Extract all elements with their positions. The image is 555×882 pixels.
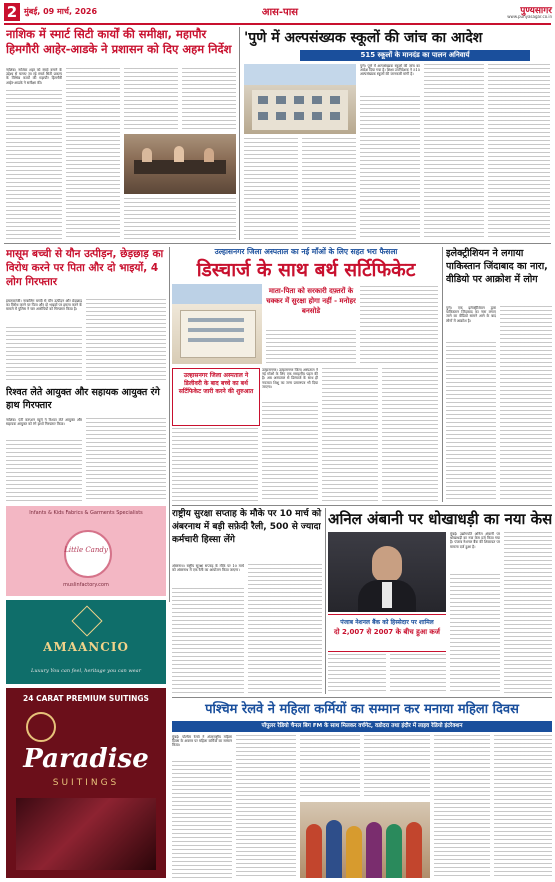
masthead-rule <box>4 23 551 25</box>
bribe-body-col2 <box>86 418 166 502</box>
hospital-building-photo <box>172 284 262 364</box>
schools-subhead-bar <box>300 50 530 61</box>
website: www.punyasagar.co.in <box>507 14 552 19</box>
paradise-brand: Paradise <box>23 744 149 774</box>
railway-body-col2 <box>236 735 296 878</box>
bribe-headline: रिश्वत लेते आयुक्त और सहायक आयुक्त रंगे हाथ गिरफ्तार <box>6 387 160 411</box>
highway-lead: अंबरनाथ। राष्ट्रीय सुरक्षा सप्ताह के मौके पर 10 मार्च को अंबरनाथ में एक रैली का आयोजन किया जाएगा। <box>172 564 244 573</box>
anil-lead: मुंबई। उद्योगपति अनिल अंबानी पर धोखाधड़ी का नया केस दर्ज किया गया है। पंजाब नेशनल बैंक की शिकायत पर मामला दर्ज हुआ है। <box>450 532 500 549</box>
little-candy-logo-icon <box>64 530 112 578</box>
paradise-logo-icon <box>26 712 56 742</box>
page-number: 2 <box>4 3 20 21</box>
railway-body-col5 <box>434 735 490 878</box>
ulhasnagar-lead: उल्हासनगर। उल्हासनगर जिला अस्पताल ने नई माँओं के लिए एक सराहनीय पहल की है। अब अस्पताल से डिस्चार्ज के साथ ही नवजात शिशु का जन्म प्रमाणपत्र भी दिया जाएगा। <box>262 368 318 389</box>
anil-headline: अनिल अंबानी पर धोखाधड़ी का नया केस <box>328 510 552 528</box>
schools-body-col2 <box>424 64 484 240</box>
ulhasnagar-pull-quote <box>172 368 260 426</box>
highway-headline: राष्ट्रीय सुरक्षा सप्ताह के मौके पर 10 मार्च को अंबरनाथ में बड़ी सफ़ेदी रैली, 500 से ज्यादा कर्मचारी हिस्सा लेंगे <box>172 509 322 545</box>
little-candy-brand: Little Candy <box>64 546 108 554</box>
ulhasnagar-subhead: माता-पिता को सरकारी दफ़्तरों के चक्कर में सुरक्षा होगा नहीं - मनोहर बनसोडे <box>266 287 356 315</box>
nashik-lead: नाशिक। नाशिक शहर को स्मार्ट बनाने के उद्देश्य से चलाए जा रहे स्मार्ट सिटी प्रकल्प के विभिन्न कार्यों की महापौर हिमगौरी आहेर-आडके ने समीक्षा की। <box>6 68 62 85</box>
ulhasnagar-pull-quote-text: उल्हासनगर जिला अस्पताल ने डिलीवरी के बाद बच्चे का बर्थ सर्टिफिकेट जारी करने की शुरुआत <box>178 372 254 395</box>
pakistan-body-col1 <box>446 342 496 502</box>
minor-headline: मासूम बच्ची से यौन उत्पीड़न, छेड़छाड़ का विरोध करने पर पिता और दो भाइयों, 4 लोग गिरफ्तार <box>6 248 164 288</box>
anil-body-col4 <box>504 532 552 694</box>
section-title: आस-पास <box>261 7 299 18</box>
schools-body-col5 <box>302 138 356 240</box>
railway-body-col4 <box>364 735 430 799</box>
ulhasnagar-body-col5 <box>360 286 438 364</box>
little-candy-ad[interactable] <box>6 506 166 596</box>
schools-headline: 'पुणे में अल्पसंख्यक स्कूलों की जांच का आदेश <box>244 30 483 46</box>
amaancio-logo-icon <box>71 605 102 636</box>
bribe-lead: नाशिक। एंटी करप्शन ब्यूरो ने रिश्वत लेते आयुक्त और सहायक आयुक्त को रंगे हाथों गिरफ्तार किया। <box>6 418 82 427</box>
ulhasnagar-body-col1 <box>266 330 356 364</box>
ulhasnagar-body-col6 <box>172 428 258 502</box>
railway-lead: मुंबई। पश्चिम रेलवे ने अंतरराष्ट्रीय महिला दिवस के अवसर पर महिला कर्मियों का सम्मान किया। <box>172 735 232 748</box>
railway-subhead-bar <box>172 721 552 732</box>
railway-headline: पश्चिम रेलवे ने महिला कर्मियों का सम्मान कर मनाया महिला दिवस <box>205 702 519 717</box>
railway-body-col1 <box>172 761 232 878</box>
nashik-meeting-photo <box>124 134 236 194</box>
pakistan-lead: पुणे। एक इलेक्ट्रीशियन द्वारा पाकिस्तान जिंदाबाद का नारा लगाए जाने का वीडियो सामने आने के बाद लोगों में आक्रोश है। <box>446 306 496 323</box>
paradise-top: 24 CARAT PREMIUM SUITINGS <box>23 694 149 703</box>
pakistan-headline: इलेक्ट्रीशियन ने लगाया पाकिस्तान जिंदाबाद का नारा, वीडियो पर आक्रोश में लोग <box>446 248 548 285</box>
amaancio-brand: AMAANCIO <box>43 640 129 654</box>
little-candy-tag: Infants & Kids Fabrics & Garments Specialists <box>29 510 143 516</box>
ulhasnagar-body-col2 <box>262 402 318 502</box>
paradise-fabric-image <box>16 798 156 870</box>
ulhasnagar-kicker: उल्हासनगर जिला अस्पताल का नई माँओं के लिए सहत भरा फैसला <box>214 247 398 256</box>
railway-women-photo <box>300 802 430 878</box>
anil-pull-quote-title: पंजाब नेशनल बैंक को हिस्सेदार पर शामिल <box>340 619 434 626</box>
ulhasnagar-body-col3 <box>322 368 378 502</box>
minor-body-col2 <box>86 299 166 383</box>
anil-body-col3 <box>450 574 500 694</box>
anil-ambani-photo <box>328 532 446 612</box>
ulhasnagar-body-col4 <box>382 368 438 502</box>
anil-body-col1 <box>328 654 386 694</box>
paradise-ad[interactable] <box>6 688 166 878</box>
paradise-sub: SUITINGS <box>52 778 120 788</box>
schools-body-col1 <box>360 96 420 240</box>
anil-body-col2 <box>390 654 446 694</box>
nashik-body-col2 <box>66 68 120 240</box>
amaancio-ad[interactable] <box>6 600 166 684</box>
ulhasnagar-headline: डिस्चार्ज के साथ बर्थ सर्टिफिकेट <box>196 259 416 281</box>
nashik-body-col5 <box>124 198 236 240</box>
nashik-body-col4 <box>182 68 236 132</box>
schools-body-col4 <box>244 138 298 240</box>
railway-subhead: पॉपुलर रेडियो चैनल बिग FM के साथ मिलकर वर्चगेट, वडोदरा तथा इंदौर में लाइव रेडियो इंटरेक्शन <box>261 723 463 729</box>
nashik-body-col1 <box>6 90 62 240</box>
nashik-headline: नाशिक में स्मार्ट सिटी कार्यों की समीक्षा, महापौर हिमगौरी आहेर-आडके ने प्रशासन को दिए अहम निर्देश <box>6 27 232 56</box>
anil-pull-quote <box>328 614 446 652</box>
school-building-photo <box>244 64 356 134</box>
anil-pull-quote-amount: दो 2,007 से 2007 के बीच हुआ कर्ज <box>333 628 441 636</box>
schools-subhead: 515 स्कूलों के मानदंड का पालन अनिवार्य <box>360 51 470 59</box>
minor-lead: इचलकरंजी। नाबालिग बच्ची से यौन उत्पीड़न और छेड़छाड़ का विरोध करने पर पिता और दो भाइयों पर हमला करने के मामले में पुलिस ने चार आरोपियों को गिरफ्तार किया है। <box>6 299 82 312</box>
amaancio-tagline: Luxury You can feel, heritage you can wear <box>31 668 141 674</box>
minor-body-col1 <box>6 327 82 383</box>
highway-body-col2 <box>248 564 322 694</box>
schools-lead: पुणे। पुणे में अल्पसंख्यक स्कूलों की जांच का आदेश दिया गया है। शिक्षा उपनिदेशक ने 515 अल्पसंख्यक स्कूलों की जानकारी मांगी है। <box>360 64 420 77</box>
brand-name: पुण्यसागर <box>520 6 552 16</box>
bribe-body-col1 <box>6 440 82 502</box>
pakistan-body-col2 <box>500 306 552 502</box>
railway-body-col3 <box>300 735 360 799</box>
highway-body-col1 <box>172 588 244 694</box>
schools-body-col3 <box>488 64 550 240</box>
little-candy-url: muslinfactory.com <box>63 582 109 588</box>
dateline: मुंबई, 09 मार्च, 2026 <box>24 7 98 16</box>
railway-body-col6 <box>494 735 552 878</box>
nashik-body-col3 <box>124 68 178 132</box>
